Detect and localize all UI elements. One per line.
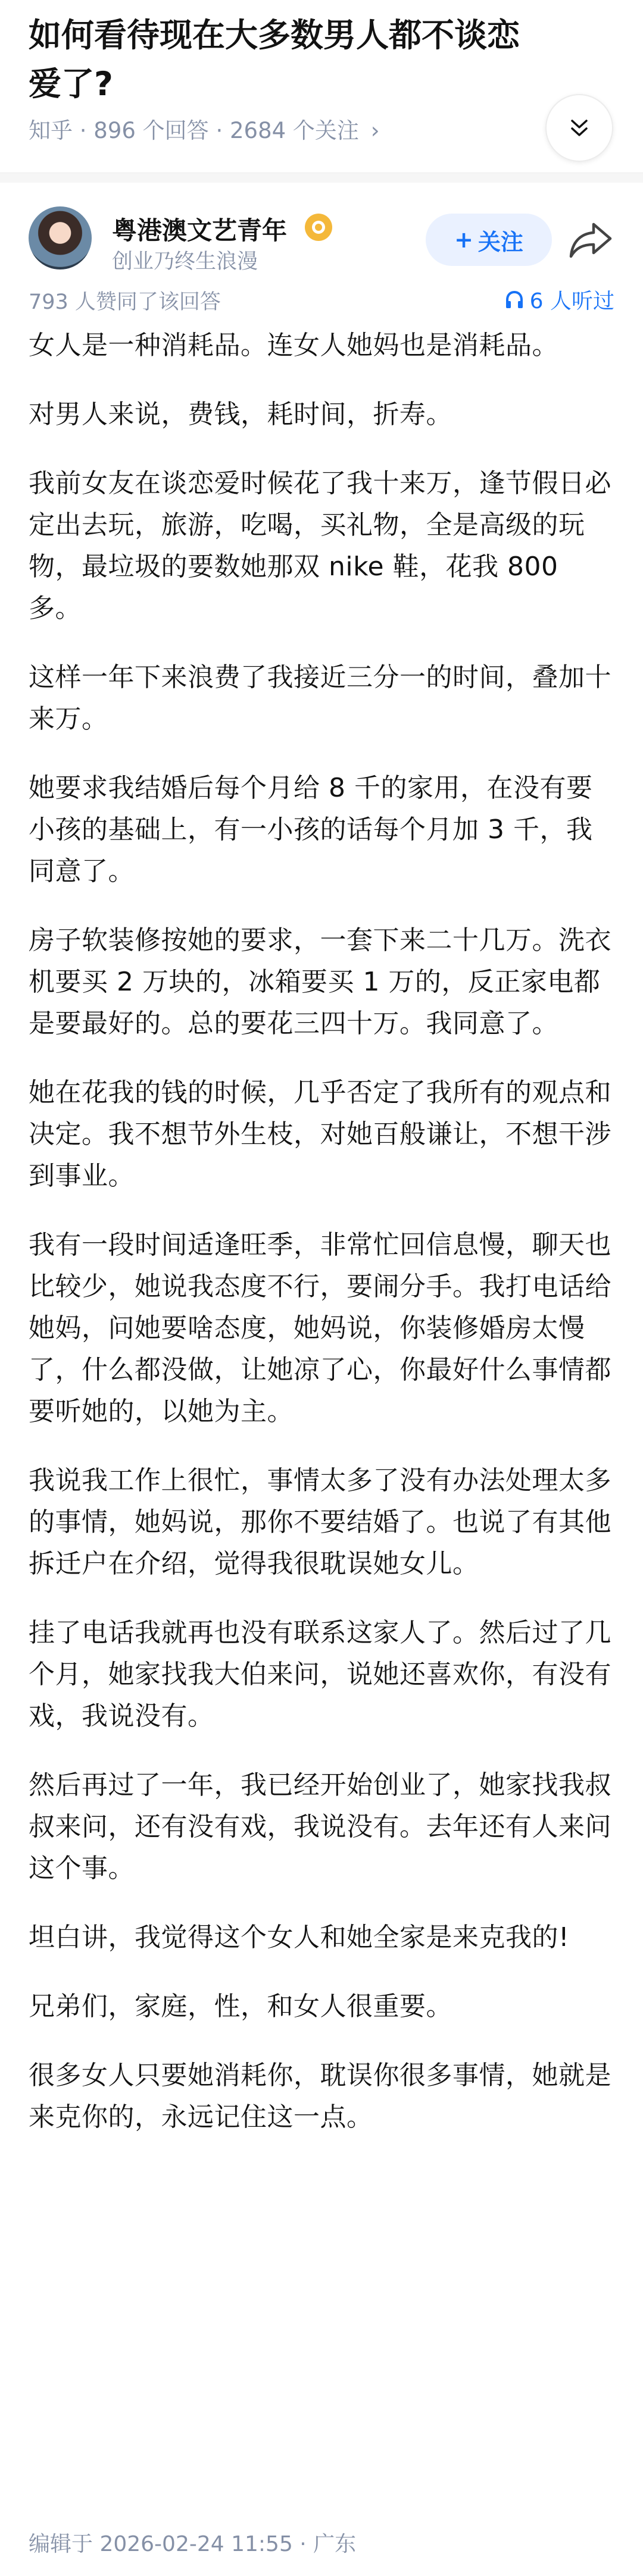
answer-paragraph: 我前女友在谈恋爱时候花了我十来万，逢节假日必定出去玩，旅游，吃喝，买礼物，全是高级的玩物，最垃圾的要数她那双 nike 鞋，花我 800 多。 [29, 468, 611, 623]
share-icon[interactable] [569, 221, 614, 260]
collapse-button[interactable] [545, 94, 613, 162]
section-divider [0, 173, 643, 183]
answer-paragraph: 房子软装修按她的要求，一套下来二十几万。洗衣机要买 2 万块的，冰箱要买 1 万的，反正家电都是要最好的。总的要花三四十万。我同意了。 [29, 925, 611, 1039]
follow-label: 关注 [477, 228, 523, 255]
plus-icon: + [454, 227, 473, 253]
source-label: 知乎 [29, 118, 73, 143]
answer-paragraph: 挂了电话我就再也没有联系这家人了。然后过了几个月，她家找我大伯来问，说她还喜欢你，有没有戏，我说没有。 [29, 1618, 611, 1731]
author-bio: 创业乃终生浪漫 [112, 250, 258, 274]
meta-arrow-icon: › [370, 118, 380, 143]
headphones-icon [504, 289, 525, 311]
answer-paragraph: 坦白讲，我觉得这个女人和她全家是来克我的! [29, 1922, 570, 1953]
meta-separator: · [73, 118, 94, 143]
listen-count: 6 人听过 [529, 289, 614, 314]
answer-paragraph: 这样一年下来浪费了我接近三分一的时间，叠加十来万。 [29, 662, 611, 734]
meta-separator: · [208, 118, 230, 143]
avatar[interactable] [29, 206, 92, 269]
followers-count: 2684 个关注 [229, 118, 359, 143]
answers-count: 896 个回答 [93, 118, 209, 143]
answer-paragraph: 我有一段时间适逢旺季，非常忙回信息慢，聊天也比较少，她说我态度不行，要闹分手。我打电话给她妈，问她要啥态度，她妈说，你装修婚房太慢了，什么都没做，让她凉了心，你最好什么事情都要听她的，以她为主。 [29, 1230, 611, 1427]
listen-button[interactable] [504, 284, 614, 315]
answer-paragraph: 她在花我的钱的时候，几乎否定了我所有的观点和决定。我不想节外生枝，对她百般谦让，不想干涉到事业。 [29, 1077, 611, 1191]
question-header [0, 0, 643, 173]
answer-stats [0, 281, 643, 322]
answer-paragraph: 对男人来说，费钱，耗时间，折寿。 [29, 399, 452, 430]
answer-paragraph: 她要求我结婚后每个月给 8 千的家用，在没有要小孩的基础上，有一小孩的话每个月加 3 千，我同意了。 [29, 773, 593, 886]
author-card [0, 183, 643, 281]
chevron-double-down-icon [567, 116, 591, 140]
answer-paragraph: 女人是一种消耗品。连女人她妈也是消耗品。 [29, 330, 558, 361]
answer-paragraph: 很多女人只要她消耗你，耽误你很多事情，她就是来克你的，永远记住这一点。 [29, 2060, 611, 2132]
badge-icon [305, 214, 332, 241]
votes-count: 793 人赞同了该回答 [29, 290, 221, 314]
edited-timestamp: 编辑于 2026-02-24 11:55 · 广东 [29, 2532, 357, 2556]
follow-button[interactable] [426, 214, 552, 266]
question-meta[interactable] [29, 114, 379, 148]
answer-paragraph: 我说我工作上很忙，事情太多了没有办法处理太多的事情，她妈说，那你不要结婚了。也说了有其他拆迁户在介绍，觉得我很耽误她女儿。 [29, 1465, 611, 1579]
answer-content [0, 325, 643, 2138]
author-name[interactable]: 粤港澳文艺青年 [112, 216, 288, 245]
answer-paragraph: 兄弟们，家庭，性，和女人很重要。 [29, 1991, 452, 2022]
answer-paragraph: 然后再过了一年，我已经开始创业了，她家找我叔叔来问，还有没有戏，我说没有。去年还有人来问这个事。 [29, 1770, 611, 1884]
question-title[interactable]: 如何看待现在大多数男人都不谈恋爱了? [29, 16, 520, 103]
